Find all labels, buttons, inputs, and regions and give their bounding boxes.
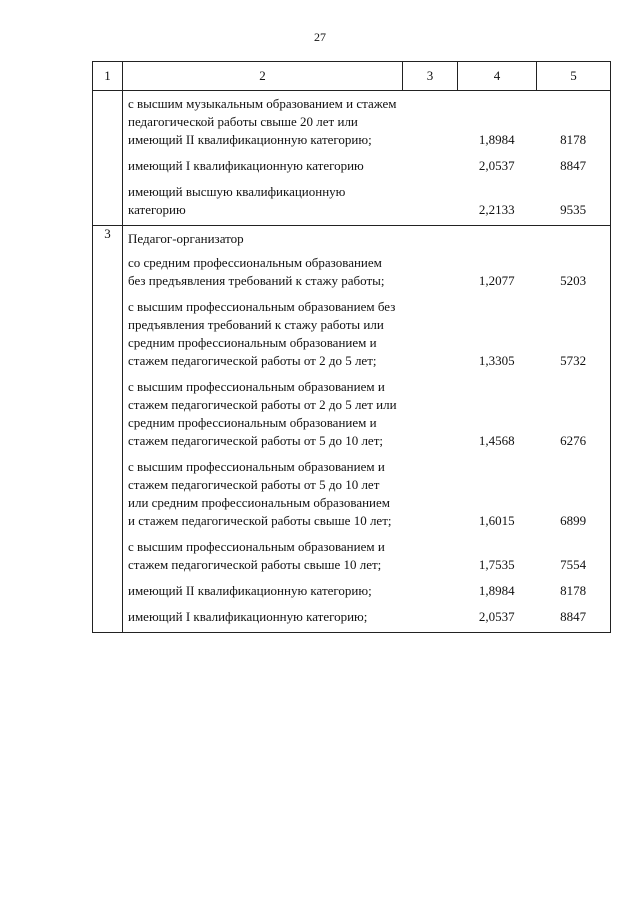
position-description: имеющий II квалификационную категорию;	[128, 583, 372, 598]
column-header: 2	[123, 62, 403, 91]
position-description: со средним профессиональным образованием без предъявления требований к стажу работы;	[128, 255, 385, 288]
salary-value: 9535	[560, 202, 587, 217]
table-row	[123, 608, 610, 626]
salary-value: 8847	[560, 158, 587, 173]
coefficient-value: 1,4568	[478, 433, 515, 448]
group-number-cell: 3	[93, 226, 123, 633]
position-description: с высшим профессиональным образованием без предъявления требований к стажу работы или средним профессиональным образованием и стажем педагогической работы от 2 до 5 лет;	[128, 299, 396, 368]
page-number: 27	[314, 30, 326, 44]
coefficient-value: 1,6015	[478, 513, 515, 528]
salary-value: 6276	[560, 433, 587, 448]
salary-value: 7554	[560, 557, 587, 572]
salary-value: 6899	[560, 513, 587, 528]
salary-value: 5732	[560, 353, 587, 368]
salary-value: 8178	[560, 583, 587, 598]
table-row	[123, 95, 610, 149]
coefficient-value: 1,2077	[478, 273, 515, 288]
column-header: 5	[537, 62, 611, 91]
table-row	[123, 582, 610, 600]
position-description: с высшим музыкальным образованием и стажем педагогической работы свыше 20 лет или имеющий II квалификационную категорию;	[128, 96, 397, 147]
table-row	[123, 378, 610, 450]
coefficient-value: 2,0537	[478, 609, 515, 624]
position-description: имеющий I квалификационную категорию;	[128, 609, 368, 624]
table-row	[123, 458, 610, 530]
position-description: имеющий I квалификационную категорию	[128, 158, 364, 173]
salary-value: 8847	[560, 609, 587, 624]
table-group-row	[93, 226, 611, 633]
column-header: 4	[458, 62, 537, 91]
table-header-row	[93, 62, 611, 91]
table-row	[123, 254, 610, 290]
coefficient-value: 2,2133	[478, 202, 515, 217]
column-header: 3	[403, 62, 458, 91]
group-number-cell	[93, 91, 123, 226]
table-group-row	[93, 91, 611, 226]
position-description: с высшим профессиональным образованием и стажем педагогической работы от 2 до 5 лет или средним профессиональным образованием и стажем педагогической работы от 5 до 10 лет;	[128, 379, 397, 448]
position-description: с высшим профессиональным образованием и стажем педагогической работы свыше 10 лет;	[128, 539, 385, 572]
salary-table	[92, 61, 611, 633]
coefficient-value: 1,8984	[478, 583, 515, 598]
group-content-cell	[123, 226, 611, 633]
table-row	[123, 538, 610, 574]
column-header: 1	[93, 62, 123, 91]
table-row	[123, 157, 610, 175]
coefficient-value: 2,0537	[478, 158, 515, 173]
salary-value: 5203	[560, 273, 587, 288]
coefficient-value: 1,8984	[478, 132, 515, 147]
position-description: имеющий высшую квалификационную категорию	[128, 184, 346, 217]
table-row	[123, 298, 610, 370]
salary-value: 8178	[560, 132, 587, 147]
coefficient-value: 1,3305	[478, 353, 515, 368]
coefficient-value: 1,7535	[478, 557, 515, 572]
position-description: с высшим профессиональным образованием и стажем педагогической работы от 5 до 10 лет или средним профессиональным образованием и стажем педагогической работы свыше 10 лет;	[128, 459, 392, 528]
table-row	[123, 183, 610, 219]
group-content-cell	[123, 91, 611, 226]
position-title: Педагог-организатор	[128, 231, 244, 246]
